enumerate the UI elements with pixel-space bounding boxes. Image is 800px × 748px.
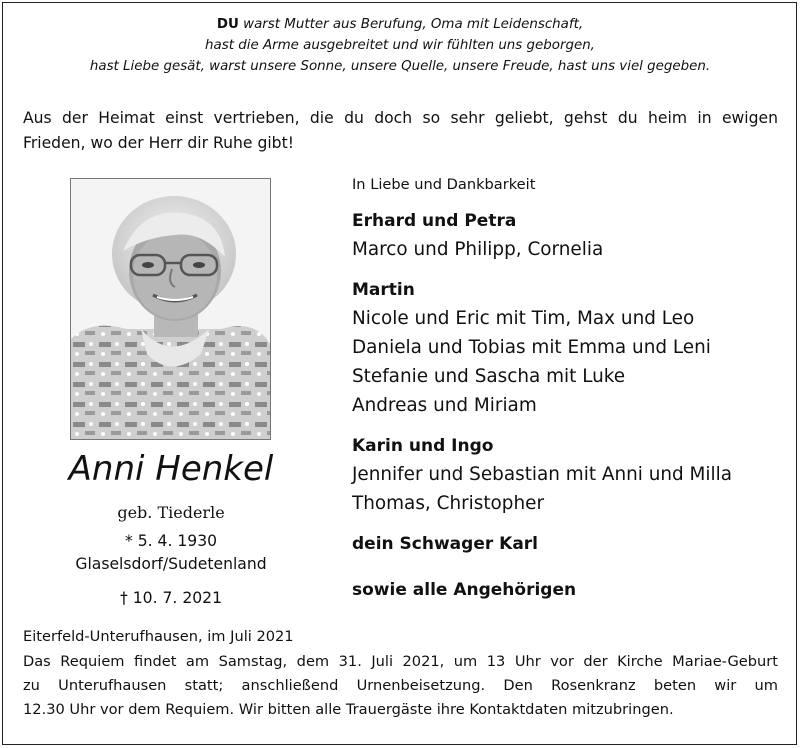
birthplace: Glaselsdorf/Sudetenland <box>75 555 267 573</box>
poem-line-2: hast die Arme ausgebreitet und wir fühlten uns geborgen, <box>205 38 595 53</box>
requiem-line-3: 12.30 Uhr vor dem Requiem. Wir bitten alle Trauergäste ihre Kontaktdaten mitzubringen. <box>23 701 674 718</box>
mourners-list <box>352 174 792 622</box>
family-member: Marco und Philipp, Cornelia <box>352 239 604 260</box>
requiem-notice <box>23 650 778 722</box>
deceased-name: Anni Henkel <box>68 449 274 489</box>
family-member: Thomas, Christopher <box>352 493 545 514</box>
mourners-intro: In Liebe und Dankbarkeit <box>352 176 536 193</box>
family-member: Jennifer und Sebastian mit Anni und Milla <box>352 464 733 485</box>
portrait-illustration <box>71 179 270 439</box>
family-member: Nicole und Eric mit Tim, Max und Leo <box>352 308 695 329</box>
family-member: Stefanie und Sascha mit Luke <box>352 366 626 387</box>
born-name: geb. Tiederle <box>117 503 225 522</box>
quote-line-2: Frieden, wo der Herr dir Ruhe gibt! <box>23 134 294 152</box>
family-group-martin <box>352 276 792 420</box>
birth-date: * 5. 4. 1930 <box>124 532 218 550</box>
quote-line-1: Aus der Heimat einst vertrieben, die du doch so sehr geliebt, gehst du heim in ewigen <box>23 109 778 127</box>
place-and-date: Eiterfeld-Unterufhausen, im Juli 2021 <box>23 628 294 645</box>
opening-poem <box>0 14 800 77</box>
requiem-line-1: Das Requiem findet am Samstag, dem 31. Juli 2021, um 13 Uhr vor der Kirche Mariae-Geburt <box>23 653 778 670</box>
family-group-erhard <box>352 207 792 264</box>
family-head: Erhard und Petra <box>352 211 517 231</box>
family-head: Martin <box>352 280 415 300</box>
poem-lead-word: DU <box>216 17 239 32</box>
family-member: Andreas und Miriam <box>352 395 537 416</box>
death-date: † 10. 7. 2021 <box>119 589 223 607</box>
poem-line-1 <box>0 14 800 35</box>
requiem-line-2: zu Unterufhausen statt; anschließend Urnenbeisetzung. Den Rosenkranz beten wir um <box>23 677 778 694</box>
portrait-photo <box>70 178 271 440</box>
poem-line-1-text: warst Mutter aus Berufung, Oma mit Leidenschaft, <box>238 17 584 32</box>
family-group-karin <box>352 432 792 518</box>
family-head: Karin und Ingo <box>352 436 494 456</box>
brother-in-law: dein Schwager Karl <box>352 534 539 554</box>
relatives: sowie alle Angehörigen <box>352 580 577 600</box>
poem-line-3: hast Liebe gesät, warst unsere Sonne, unsere Quelle, unsere Freude, hast uns viel gegeben. <box>89 59 711 74</box>
farewell-quote <box>23 106 778 156</box>
family-member: Daniela und Tobias mit Emma und Leni <box>352 337 711 358</box>
